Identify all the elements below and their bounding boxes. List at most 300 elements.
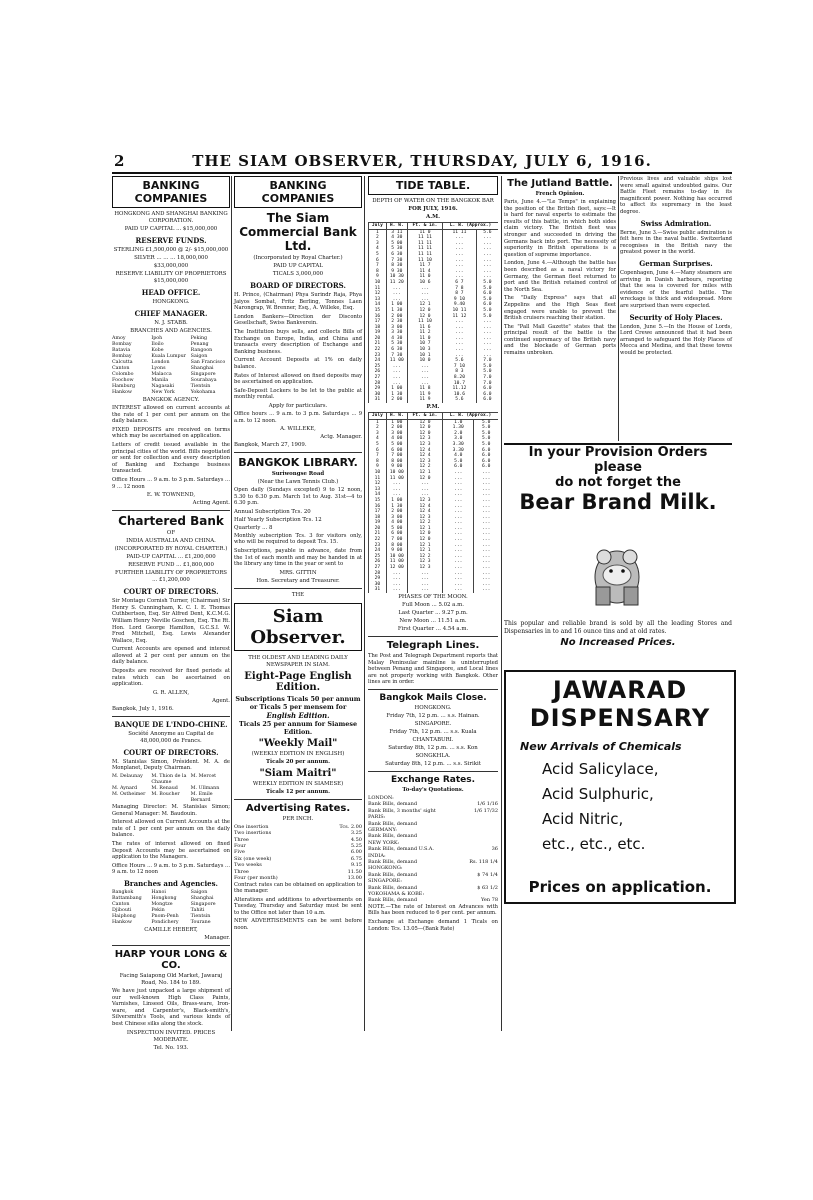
rate-label: Six (one week) xyxy=(234,855,272,862)
tide-table-pm xyxy=(368,412,498,593)
branch-name: Shanghai xyxy=(190,895,214,901)
table-cell: 2 30 xyxy=(386,319,407,325)
table-cell: 9 xyxy=(369,274,387,280)
table-cell: 11 0 xyxy=(407,229,442,235)
table-cell: ... xyxy=(474,492,498,498)
table-cell: 6.0 xyxy=(474,459,498,465)
member-name: M. Delaunay xyxy=(112,774,143,780)
table-cell: 3 00 xyxy=(386,325,407,331)
table-cell: 1.0 xyxy=(443,419,474,425)
table-cell: 9 10 xyxy=(443,297,477,303)
table-cell: 3 00 xyxy=(386,431,407,437)
rate-value: 13.00 xyxy=(347,875,362,882)
tide-subtitle: DEPTH OF WATER ON THE BANGKOK BAR xyxy=(372,198,494,204)
exchange-label: Bank Bills, 3 months' sight xyxy=(368,807,436,814)
table-cell: 7 30 xyxy=(386,258,407,264)
table-cell: ... xyxy=(476,319,498,325)
table-row xyxy=(369,397,499,403)
table-cell: 11 11 xyxy=(407,235,442,241)
table-cell: ... xyxy=(476,258,498,264)
table-cell: ... xyxy=(443,274,477,280)
exchange-value: 36 xyxy=(491,846,498,853)
branch-name: Yokohama xyxy=(190,390,216,395)
table-cell: 5.0 xyxy=(443,459,474,465)
exchange-label: YOKOHAMA & KOBE: xyxy=(368,891,425,898)
table-cell: 5 00 xyxy=(386,526,407,532)
observer-edition: Eight-Page English Edition. xyxy=(244,670,352,693)
table-cell: ... xyxy=(476,246,498,252)
table-cell: ... xyxy=(386,576,407,582)
table-cell: 7.0 xyxy=(476,358,498,364)
table-cell: 5.0 xyxy=(474,442,498,448)
table-cell: 8 00 xyxy=(386,459,407,465)
ad-line-1: In your Provision Orders please xyxy=(528,445,708,475)
moon-phase: Last Quarter ... 9.27 p.m. xyxy=(398,610,468,616)
branch-name: Ipoh xyxy=(151,336,163,341)
table-cell: ... xyxy=(386,291,407,297)
table-cell: 12 0 xyxy=(407,425,442,431)
table-cell: 10 xyxy=(369,280,387,286)
table-cell: 17 xyxy=(369,509,387,515)
table-cell: 6.0 xyxy=(476,302,498,308)
jawarad-ad xyxy=(504,670,736,904)
divider xyxy=(234,588,362,589)
table-cell: 5.6 xyxy=(476,229,498,235)
directors-text: M. Stanislas Simon, Président. M. A. de Monplanet, Deputy Chairman. xyxy=(112,758,230,772)
table-cell: 12 3 xyxy=(407,559,442,565)
branch-name: Bombay xyxy=(112,342,132,347)
exchange-rate: Exchange at Exchange demand 1 Ticals on London: Tcs. 13.05—(Bank Rate) xyxy=(368,919,498,932)
court-title: COURT OF DIRECTORS. xyxy=(123,747,219,757)
table-cell: 2 00 xyxy=(386,425,407,431)
rate-value: 5.25 xyxy=(350,843,362,850)
table-cell: 23 xyxy=(369,353,387,359)
table-cell: ... xyxy=(443,571,474,577)
table-cell: ... xyxy=(476,274,498,280)
weekly-siamese: WEEKLY EDITION IN SIAMESE) xyxy=(252,780,344,787)
branches-title: BRANCHES AND AGENCIES. xyxy=(130,328,212,334)
table-cell: ... xyxy=(407,582,442,588)
table-row xyxy=(369,587,499,593)
table-cell: 6 xyxy=(369,258,387,264)
table-cell: 1 xyxy=(369,229,387,235)
table-cell: 5.0 xyxy=(474,419,498,425)
table-cell: 12 2 xyxy=(407,464,442,470)
table-cell: 31 xyxy=(369,397,387,403)
exchange-value: $ 63 1/2 xyxy=(477,884,498,891)
table-cell: 9 00 xyxy=(386,464,407,470)
table-cell: 25 xyxy=(369,364,387,370)
member-name: M. Boucher xyxy=(151,792,180,798)
prices-line: Prices on application. xyxy=(528,878,712,896)
rate-label: Four (per month) xyxy=(234,875,278,882)
capital-line: PAID UP CAPITAL ... $15,000,000 xyxy=(124,226,218,232)
table-cell: ... xyxy=(474,515,498,521)
table-cell: ... xyxy=(474,470,498,476)
fixed-text: FIXED DEPOSITS are received on terms which may be ascertained on application. xyxy=(112,426,230,440)
office-hours: Office Hours ... 9 a.m. to 3 p.m. Saturdays ... 9 ... 12 noon xyxy=(112,476,230,490)
table-cell: 5.0 xyxy=(476,369,498,375)
branch-name: Hongkong xyxy=(151,895,177,901)
table-cell: 8 xyxy=(369,269,387,275)
table-cell: ... xyxy=(474,554,498,560)
mail-time: Friday 7th, 12 p.m. ... s.s. Hainan. xyxy=(386,712,480,719)
branch-name: Amoy xyxy=(112,336,126,341)
table-cell: 5.6 xyxy=(443,358,477,364)
table-cell: 29 xyxy=(369,386,387,392)
table-cell: ... xyxy=(386,582,407,588)
bear-illustration xyxy=(512,535,722,615)
table-cell: ... xyxy=(474,571,498,577)
exchange-row xyxy=(368,808,498,814)
table-cell: 10 11 xyxy=(443,308,477,314)
table-cell: 12 0 xyxy=(407,476,442,482)
member-name: M. Thion de la Chaume xyxy=(151,774,187,786)
directors-text: H. Prince, (Chairman) Phya Surindr Raja, Phya Jaiyos Sombat, Fritz Berling, Tonnes Laen Narongrap, W. Brenner, Esq., A. Willeke, Esq. xyxy=(234,292,362,312)
table-cell: ... xyxy=(443,515,474,521)
liability-line: FURTHER LIABILITY OF PROPRIETORS ... £1,200,000 xyxy=(114,570,228,584)
masthead xyxy=(112,150,732,174)
observer-title: Siam Observer. xyxy=(234,603,362,651)
branch-name: New York xyxy=(151,390,175,395)
rate-label: Three xyxy=(234,868,249,875)
bank-name: BANQUE DE L'INDO-CHINE. xyxy=(114,719,228,729)
board-title: BOARD OF DIRECTORS. xyxy=(250,281,346,290)
table-cell: ... xyxy=(386,587,407,593)
tide-title: TIDE TABLE. xyxy=(368,176,498,195)
mail-dest: HONGKONG. xyxy=(414,704,452,711)
table-cell: 8 7 xyxy=(443,291,477,297)
table-cell: ... xyxy=(443,258,477,264)
divider xyxy=(234,799,362,800)
exchange-label: Bank Bills, demand xyxy=(368,871,418,878)
table-cell: 11.12 xyxy=(443,386,477,392)
table-cell: ... xyxy=(407,297,442,303)
branch-name: London xyxy=(151,360,170,365)
table-cell: ... xyxy=(443,548,474,554)
rate-label: Four xyxy=(234,843,246,850)
table-cell: 10 3 xyxy=(407,347,442,353)
branch-name: Manila xyxy=(151,378,169,383)
divider xyxy=(112,716,230,717)
table-cell: 28 xyxy=(369,571,387,577)
branch-name: Malacca xyxy=(151,372,172,377)
bank-name: Chartered Bank xyxy=(118,514,224,529)
table-cell: ... xyxy=(443,330,477,336)
branch-name: Pondichery xyxy=(151,919,179,925)
article-paragraph: The "Daily Express" says that all Zeppelins and the High Seas fleet engaged were unable to prevent the British cruisers reaching their station. xyxy=(504,295,616,322)
table-cell: 8 30 xyxy=(386,263,407,269)
column-4a xyxy=(504,176,616,441)
table-cell: 12 1 xyxy=(407,543,442,549)
table-cell: 6.0 xyxy=(474,448,498,454)
table-cell: 6.0 xyxy=(476,386,498,392)
table-cell: 5.0 xyxy=(476,308,498,314)
newspaper-page xyxy=(112,150,732,1051)
column-1 xyxy=(112,176,230,1051)
branch-name: Batavia xyxy=(112,348,131,353)
mail-time: Saturday 8th, 12 p.m. ... s.s. Kon xyxy=(388,744,478,751)
member-name: M. Mercet xyxy=(190,774,217,780)
member-name: M. Ostheimer xyxy=(112,792,146,798)
branch-name: Saigon xyxy=(190,889,208,895)
table-cell: 1 30 xyxy=(386,308,407,314)
branch-name: Tientsin xyxy=(190,384,211,389)
section-header: BANKING COMPANIES xyxy=(112,176,230,208)
rate-label: Two weeks xyxy=(234,862,262,869)
column-header: Ft. & in. xyxy=(407,413,442,420)
table-cell: ... xyxy=(474,520,498,526)
table-cell: 7.0 xyxy=(476,375,498,381)
table-cell: ... xyxy=(476,353,498,359)
table-cell: 11 20 xyxy=(386,280,407,286)
table-cell: ... xyxy=(407,571,442,577)
table-cell: 18 xyxy=(369,515,387,521)
table-cell: 1 00 xyxy=(386,419,407,425)
table-cell: 12 4 xyxy=(407,448,442,454)
table-cell: 4 00 xyxy=(386,520,407,526)
table-cell: 12 4 xyxy=(407,504,442,510)
advert-tel: Tel. No. 193. xyxy=(153,1044,189,1051)
table-cell: ... xyxy=(476,341,498,347)
capital-line: PAID-UP CAPITAL ... £1,200,000 xyxy=(126,554,216,561)
branch-name: Hamburg xyxy=(112,384,136,389)
rate-label: Two insertions xyxy=(234,830,272,837)
mail-time: Friday 7th, 12 p.m. ... s.s. Kuala xyxy=(389,728,477,735)
branch-name: Hankow xyxy=(112,919,133,925)
table-cell: ... xyxy=(443,341,477,347)
column-rule xyxy=(231,176,232,1031)
library-title: BANGKOK LIBRARY. xyxy=(238,456,358,470)
table-cell: 3.30 xyxy=(443,442,474,448)
table-cell: 11 2 xyxy=(407,330,442,336)
exchange-label: INDIA: xyxy=(368,852,386,859)
table-cell: 10 00 xyxy=(386,470,407,476)
exchange-label: Bank Bills, demand xyxy=(368,897,418,904)
exchange-label: LONDON: xyxy=(368,794,394,801)
exchange-value: 1/6 17/32 xyxy=(473,807,498,814)
business-text: The Institution buys sells, and collects Bills of Exchange on Europe, India, and China and transacts every description of Exchange and Banking business. xyxy=(234,328,362,355)
branch-name: Haiphong xyxy=(112,913,136,919)
table-cell: 28 xyxy=(369,381,387,387)
table-cell: 2 00 xyxy=(386,397,407,403)
rate-value: 4.50 xyxy=(350,836,362,843)
mail-time: Saturday 8th, 12 p.m. ... s.s. Sirikit xyxy=(385,760,481,767)
divider xyxy=(368,689,498,690)
apply-line: Apply for particulars. xyxy=(268,402,328,409)
moon-phase: New Moon ... 11.51 a.m. xyxy=(399,618,467,624)
branch-name: Penang xyxy=(190,342,209,347)
table-cell: 6.0 xyxy=(476,392,498,398)
bank-name: The Siam Commercial Bank Ltd. xyxy=(239,211,357,253)
article-subtitle: French Opinion. xyxy=(535,191,585,197)
article-paragraph: London, June 4.—Although the battle has been described as a naval victory for Germany, the German fleet returned to port and the British retained control of the North Sea. xyxy=(504,260,616,293)
half-sub: Half Yearly Subscription Tcs. 12 xyxy=(234,516,322,523)
branch-name: Sourabaya xyxy=(190,378,217,383)
table-cell: 12 1 xyxy=(407,302,442,308)
table-cell: 10 00 xyxy=(386,554,407,560)
branch-name: Saigon xyxy=(190,354,208,359)
table-cell: 5.0 xyxy=(474,425,498,431)
table-cell: 6.0 xyxy=(443,464,474,470)
table-cell: 11 11 xyxy=(443,229,477,235)
table-cell: ... xyxy=(476,330,498,336)
head-office: HEAD OFFICE. xyxy=(141,288,201,297)
divider xyxy=(368,771,498,772)
exchange-label: SINGAPORE: xyxy=(368,878,402,885)
table-cell: 10 7 xyxy=(407,341,442,347)
mail-dest: SINGAPORE. xyxy=(414,720,452,727)
mails-title: Bangkok Mails Close. xyxy=(379,692,487,703)
column-rule xyxy=(501,176,502,1031)
branch-name: Tourane xyxy=(190,919,211,925)
branch-name: Hankow xyxy=(112,390,133,395)
london-bankers: London Bankers—Direction der Disconto Gesellschaft, Swiss Bankverein. xyxy=(234,313,362,327)
table-cell: 17 xyxy=(369,319,387,325)
table-cell: 1 xyxy=(369,419,387,425)
exchange-label: GERMANY: xyxy=(368,827,397,833)
table-cell: 11 11 xyxy=(407,252,442,258)
telegraph-title: Telegraph Lines. xyxy=(386,640,480,651)
table-cell: 12 0 xyxy=(407,537,442,543)
table-cell: ... xyxy=(474,587,498,593)
branch-name: Pnom-Penh xyxy=(151,913,179,919)
table-cell: ... xyxy=(386,297,407,303)
liability-line: RESERVE LIABILITY OF PROPRIETORS $15,000,000 xyxy=(115,271,227,284)
rate-value: 6.00 xyxy=(350,849,362,856)
signature: E. W. TOWNEND, xyxy=(146,492,196,499)
column-header: L. W. (Approx.) xyxy=(443,413,498,420)
table-cell: 3 xyxy=(369,431,387,437)
table-cell: ... xyxy=(443,481,474,487)
branch-name: Shanghai xyxy=(190,366,214,371)
table-cell: 10 6 xyxy=(407,280,442,286)
subs-text: Subscriptions, payable in advance, date from the 1st of each month and may be handed in at the library any time in the year or sent to xyxy=(234,548,362,568)
table-cell: 9.40 xyxy=(443,302,477,308)
table-header xyxy=(369,413,499,420)
table-cell: 4.0 xyxy=(443,453,474,459)
table-cell: 12 0 xyxy=(407,314,442,320)
exchange-label: NEW YORK: xyxy=(368,839,400,846)
table-cell: 3.30 xyxy=(443,448,474,454)
table-cell: ... xyxy=(443,347,477,353)
table-cell: 12 1 xyxy=(407,526,442,532)
table-cell: ... xyxy=(443,559,474,565)
exchange-value: $ 74 1/4 xyxy=(477,871,498,878)
table-cell: ... xyxy=(443,269,477,275)
exchange-label: Bank Bills, demand U.S.A. xyxy=(368,846,434,853)
table-cell: ... xyxy=(476,336,498,342)
table-cell: 23 xyxy=(369,543,387,549)
new-ads-text: NEW ADVERTISEMENTS can be sent before noon. xyxy=(234,918,362,932)
table-cell: 6 30 xyxy=(386,252,407,258)
rates-list xyxy=(234,824,362,882)
silver-line: SILVER ... ... ... 18,000,000 xyxy=(134,255,208,261)
table-cell: ... xyxy=(443,526,474,532)
exchange-label: Bank Bills, demand xyxy=(368,833,418,840)
table-cell: 27 xyxy=(369,375,387,381)
table-cell: ... xyxy=(443,325,477,331)
mail-dest: SONGKHLA. xyxy=(415,752,451,759)
rate-label: Three xyxy=(234,836,249,843)
table-cell: ... xyxy=(443,487,474,493)
table-cell: 25 xyxy=(369,554,387,560)
branch-name: Mongtze xyxy=(151,901,173,907)
maitri-price: Ticals 12 per annum. xyxy=(266,788,330,795)
observer-the: THE xyxy=(291,591,305,598)
table-cell: 12 4 xyxy=(407,509,442,515)
table-cell: ... xyxy=(386,364,407,370)
table-cell: 16 xyxy=(369,314,387,320)
table-cell: 26 xyxy=(369,559,387,565)
branch-name: Pekin xyxy=(151,907,165,913)
signature: CAMILLE HEBERT, xyxy=(144,926,198,933)
table-cell: 2 00 xyxy=(386,509,407,515)
article-subhead: Swiss Admiration. xyxy=(640,218,712,228)
branch-name: Tahiti xyxy=(190,907,205,913)
advertising-sub: PER INCH. xyxy=(282,815,314,822)
capital-title: PAID UP CAPITAL xyxy=(273,263,323,269)
table-header xyxy=(369,223,499,230)
table-cell: ... xyxy=(443,576,474,582)
table-cell: ... xyxy=(474,487,498,493)
table-cell: 12 2 xyxy=(407,520,442,526)
table-cell: 26 xyxy=(369,369,387,375)
exchange-label: Bank Bills, demand xyxy=(368,859,418,866)
exchange-note: NOTE.—The rate of Interest on Advances with Bills has been reduced to 6 per cent. per annum. xyxy=(368,903,498,917)
am-label: A.M. xyxy=(426,214,440,220)
exchange-label: PARIS: xyxy=(368,814,386,821)
table-cell: 13 xyxy=(369,487,387,493)
table-cell: 2 xyxy=(369,425,387,431)
weekly-mail: "Weekly Mail" xyxy=(258,737,338,749)
table-cell: 10.6 xyxy=(443,392,477,398)
ad-tagline: No Increased Prices. xyxy=(560,637,676,648)
table-cell: 3 30 xyxy=(386,330,407,336)
weekly-price: Ticals 20 per annum. xyxy=(266,758,330,765)
table-cell: 9 30 xyxy=(386,269,407,275)
table-cell: ... xyxy=(386,369,407,375)
table-cell: 5.0 xyxy=(476,286,498,292)
table-cell: 29 xyxy=(369,576,387,582)
table-cell: 8 00 xyxy=(386,543,407,549)
table-cell: ... xyxy=(443,554,474,560)
table-cell: 20 xyxy=(369,526,387,532)
contract-text: Contract rates can be obtained on application to the manager. xyxy=(234,881,362,895)
interest-text: Interest allowed on Current Accounts at the rate of 1 per cent per annum on the daily balance. xyxy=(112,819,230,839)
table-cell: ... xyxy=(443,246,477,252)
divider xyxy=(368,636,498,637)
table-cell: 13 xyxy=(369,297,387,303)
table-cell: ... xyxy=(474,498,498,504)
signature-title: Actg. Manager. xyxy=(320,434,362,441)
table-cell: ... xyxy=(386,492,407,498)
advert-body: We have just unpacked a large shipment of our well-known High Class Paints, Varnishes, Linseed Oils, Brass-ware, Iron-ware, and Carpenter's, Black-smith's, Silversmith's Tools, and various kinds of best Chinese silks along the stock. xyxy=(112,987,230,1027)
incorporated-line: (INCORPORATED BY ROYAL CHARTER.) xyxy=(114,546,228,553)
rate-value: 9.15 xyxy=(350,862,362,869)
pm-label: P.M. xyxy=(426,404,440,410)
table-cell: 3 11 xyxy=(386,229,407,235)
table-cell: 11 6 xyxy=(407,325,442,331)
library-road: Suriwongse Road xyxy=(271,471,325,478)
column-header: July xyxy=(369,223,387,230)
table-cell: ... xyxy=(443,492,474,498)
article-paragraph: Berne, June 3.—Swiss public admiration is felt here in the naval battle. Switzerland recognises in the British navy the greatest power in the world. xyxy=(620,229,732,256)
reserve-title: RESERVE FUNDS. xyxy=(135,236,207,245)
table-cell: 11 11 xyxy=(407,241,442,247)
monthly-sub: Monthly subscription Tcs. 3 for visitors only, who will be required to deposit Tcs. 15. xyxy=(234,532,362,546)
table-cell: 3.0 xyxy=(443,436,474,442)
